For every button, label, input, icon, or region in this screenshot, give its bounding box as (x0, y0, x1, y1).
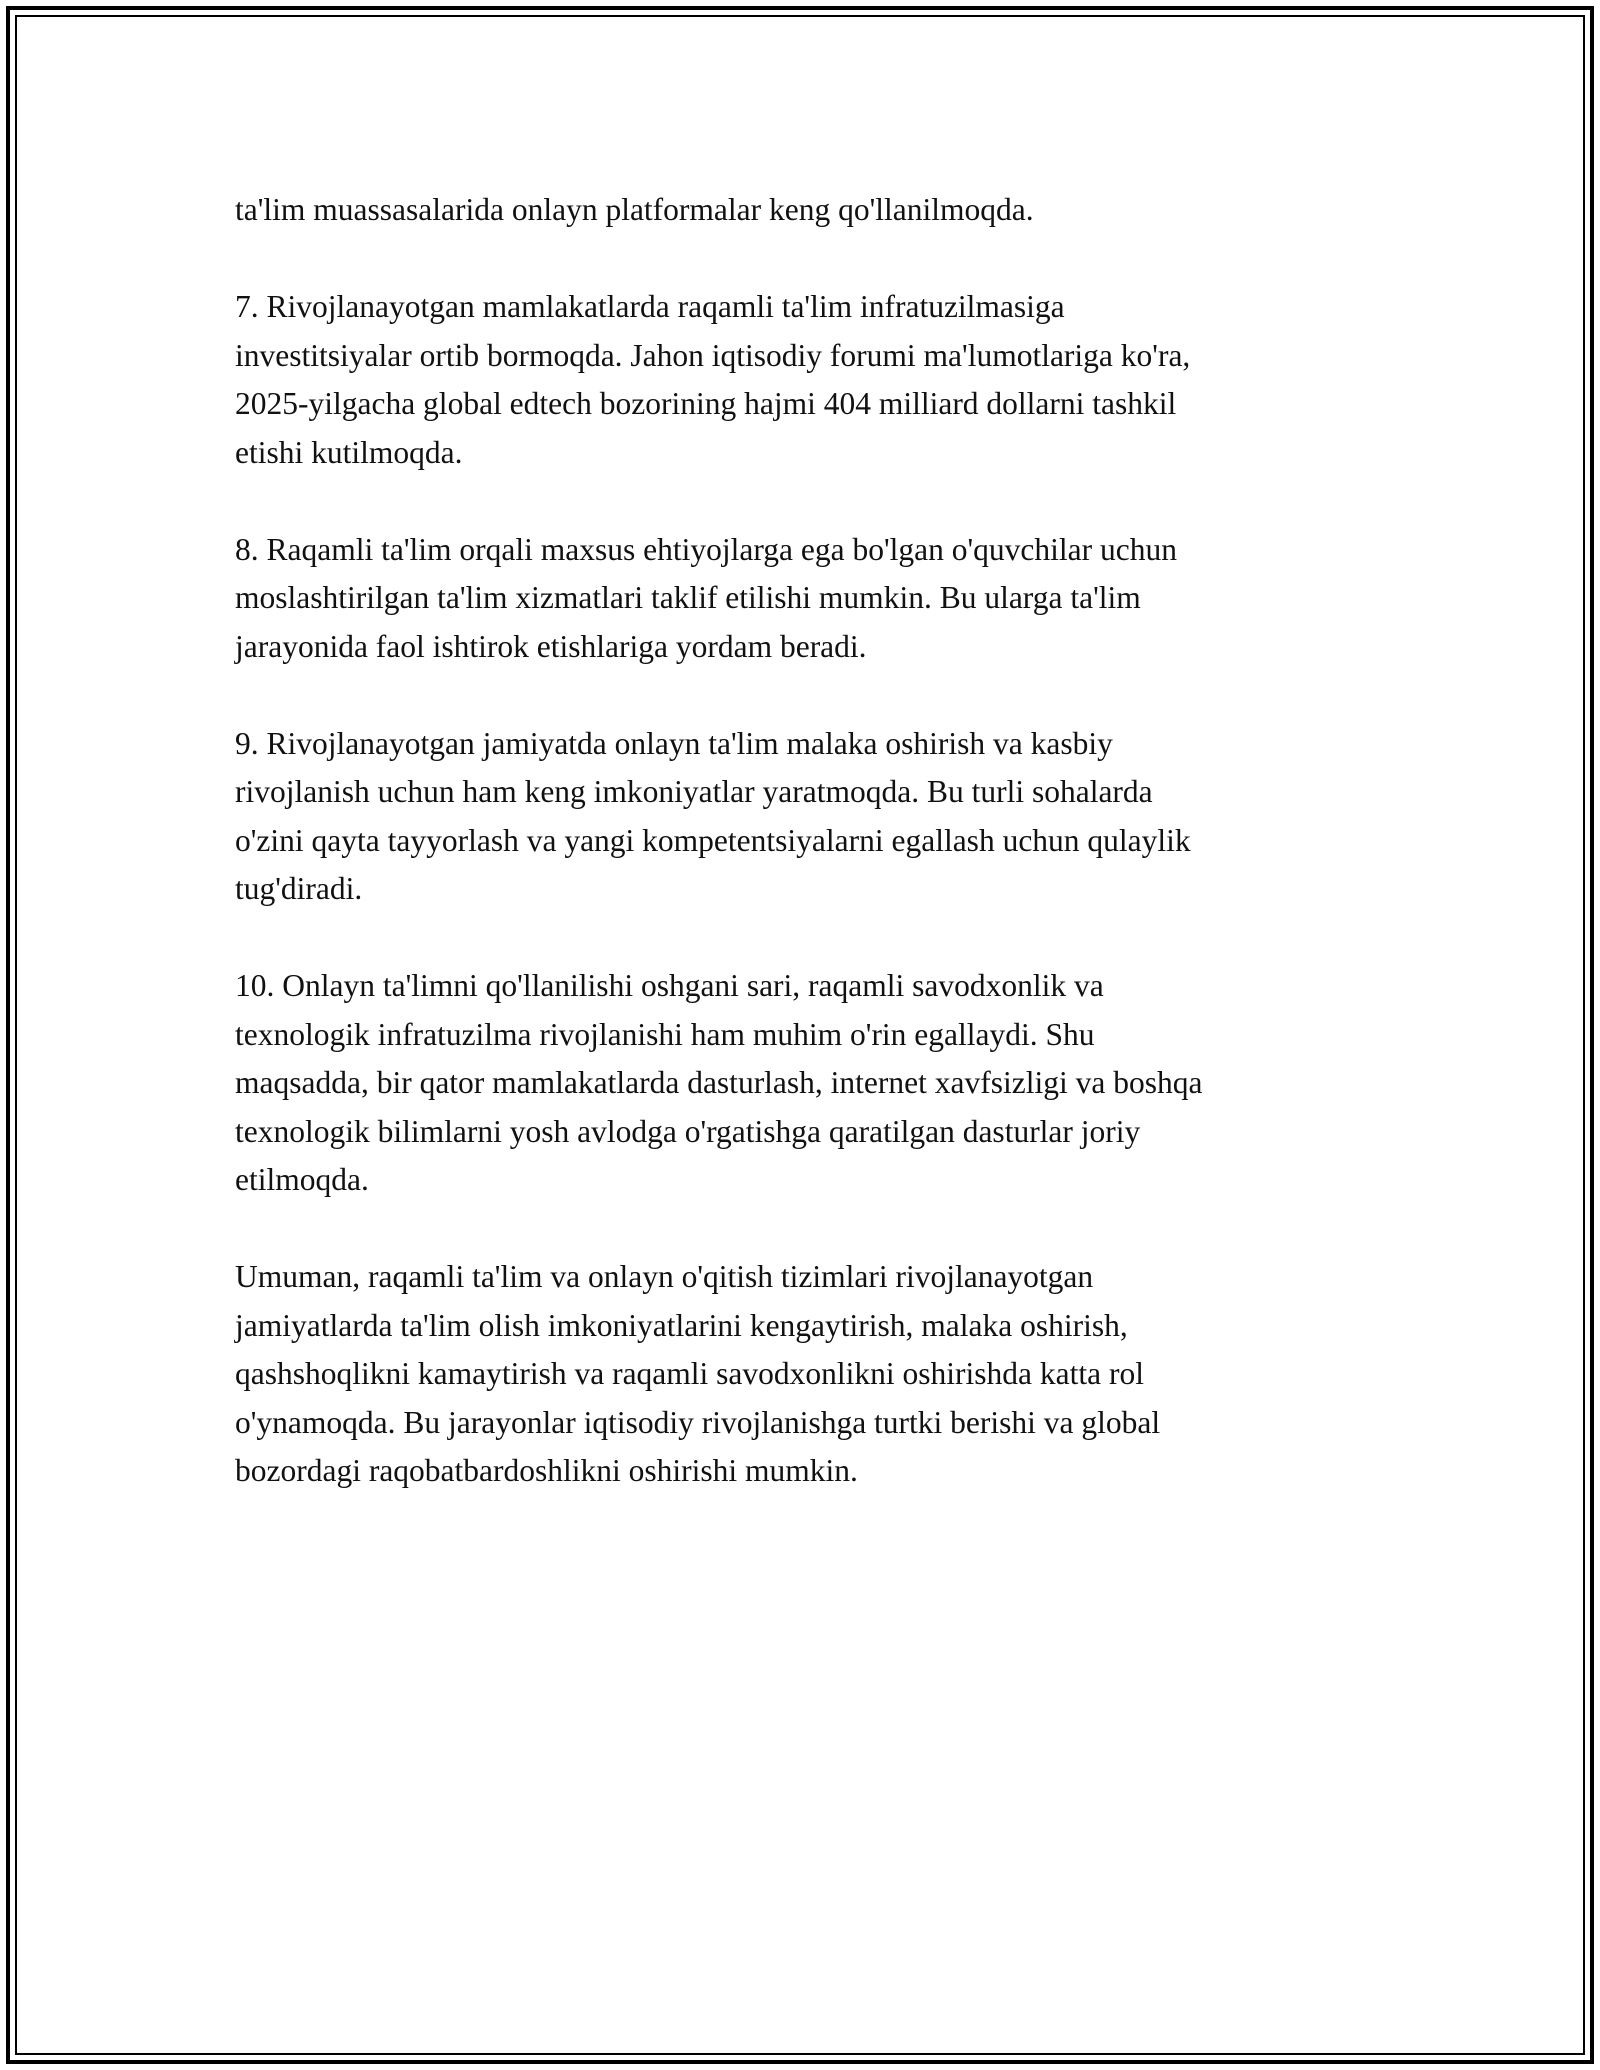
paragraph-item-7: 7. Rivojlanayotgan mamlakatlarda raqamli ta'lim infratuzilmasiga investitsiyalar ortib bormoqda. Jahon iqtisodiy forumi ma'lumotlariga ko'ra, 2025-yilgacha global edtech bozorining hajmi 404 milliard dollarni tashkil etishi kutilmoqda. (235, 289, 1191, 470)
paragraph-item-9: 9. Rivojlanayotgan jamiyatda onlayn ta'lim malaka oshirish va kasbiy rivojlanish uchun ham keng imkoniyatlar yaratmoqda. Bu turli sohalarda o'zini qayta tayyorlash va yangi kompetentsiyalarni egallash uchun qulaylik tug'diradi. (235, 725, 1191, 906)
paragraph-intro-continuation: ta'lim muassasalarida onlayn platformalar keng qo'llanilmoqda. (235, 192, 1034, 227)
document-body (235, 186, 1375, 1544)
paragraph-item-10: 10. Onlayn ta'limni qo'llanilishi oshgani sari, raqamli savodxonlik va texnologik infratuzilma rivojlanishi ham muhim o'rin egallaydi. Shu maqsadda, bir qator mamlakatlarda dasturlash, internet xavfsizligi va boshqa texnologik bilimlarni yosh avlodga o'rgatishga qaratilgan dasturlar joriy etilmoqda. (235, 968, 1203, 1197)
paragraph-conclusion: Umuman, raqamli ta'lim va onlayn o'qitish tizimlari rivojlanayotgan jamiyatlarda ta'lim olish imkoniyatlarini kengaytirish, malaka oshirish, qashshoqlikni kamaytirish va raqamli savodxonlikni oshirishda katta rol o'ynamoqda. Bu jarayonlar iqtisodiy rivojlanishga turtki berishi va global bozordagi raqobatbardoshlikni oshirishi mumkin. (235, 1259, 1161, 1488)
paragraph-item-8: 8. Raqamli ta'lim orqali maxsus ehtiyojlarga ega bo'lgan o'quvchilar uchun moslashtirilgan ta'lim xizmatlari taklif etilishi mumkin. Bu ularga ta'lim jarayonida faol ishtirok etishlariga yordam beradi. (235, 531, 1177, 664)
